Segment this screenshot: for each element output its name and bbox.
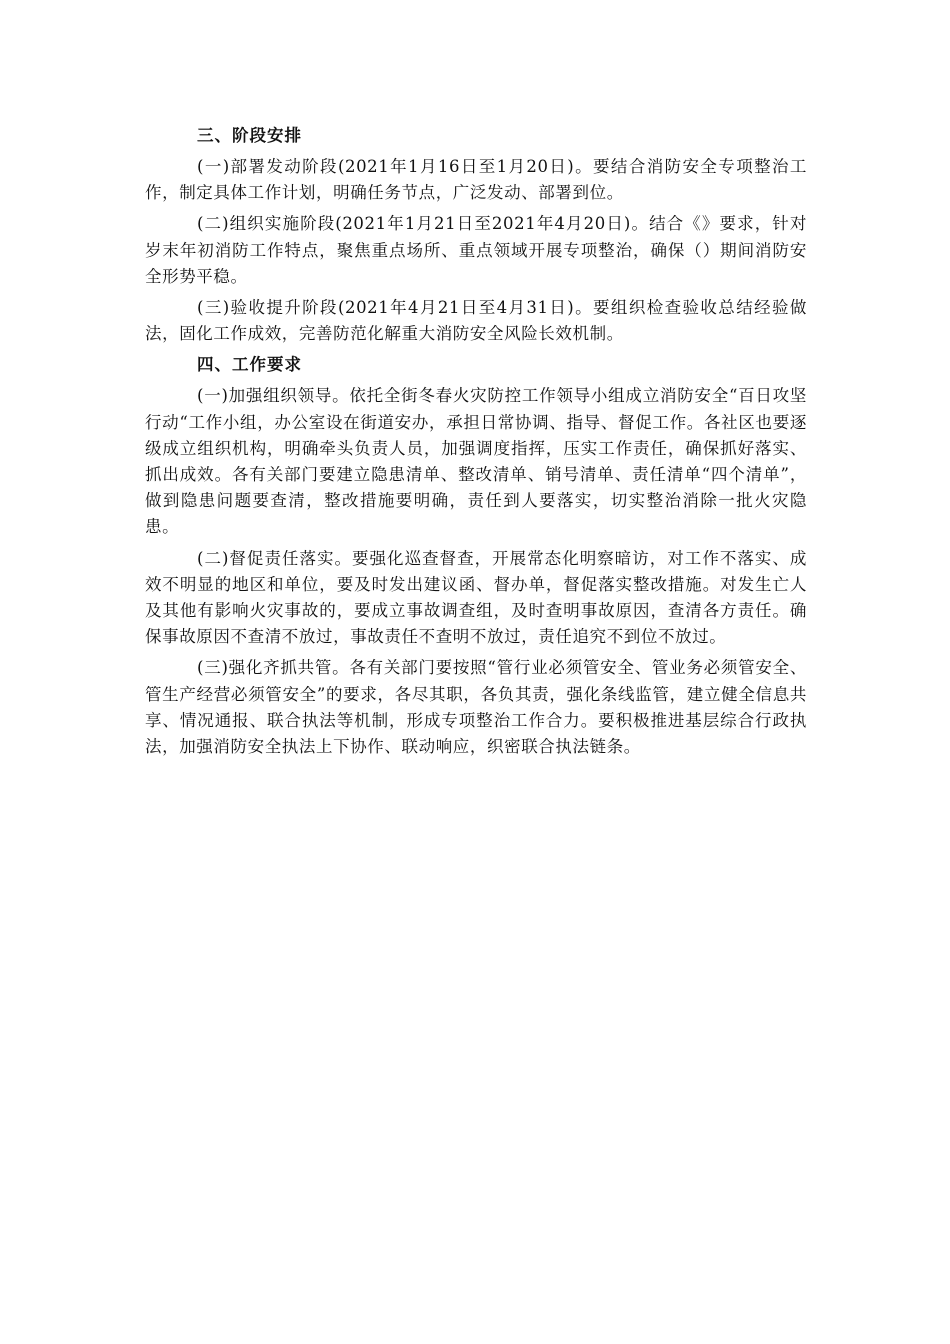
paragraph-implementation-stage: (二)组织实施阶段(2021年1月21日至2021年4月20日)。结合《》要求，针对岁末年初消防工作特点，聚焦重点场所、重点领域开展专项整治，确保（）期间消防安全形势平稳。	[145, 214, 807, 286]
paragraph-mobilization-stage: (一)部署发动阶段(2021年1月16日至1月20日)。要结合消防安全专项整治工作，制定具体工作计划，明确任务节点，广泛发动、部署到位。	[145, 157, 807, 203]
section-heading-work-requirements: 四、工作要求	[197, 355, 302, 375]
paragraph-joint-management: (三)强化齐抓共管。各有关部门要按照“管行业必须管安全、管业务必须管安全、管生产经营必须管安全”的要求，各尽其职，各负其责，强化条线监管，建立健全信息共享、情况通报、联合执法等机制，形成专项整治工作合力。要积极推进基层综合行政执法，加强消防安全执法上下协作、联动响应，织密联合执法链条。	[145, 658, 807, 757]
paragraph-acceptance-stage: (三)验收提升阶段(2021年4月21日至4月31日)。要组织检查验收总结经验做法，固化工作成效，完善防范化解重大消防安全风险长效机制。	[145, 298, 807, 344]
section-heading-stage-arrangement: 三、阶段安排	[197, 126, 302, 145]
document-page	[145, 123, 807, 765]
paragraph-responsibility-implementation: (二)督促责任落实。要强化巡查督查，开展常态化明察暗访，对工作不落实、成效不明显的地区和单位，要及时发出建议函、督办单，督促落实整改措施。对发生亡人及其他有影响火灾事故的，要成立事故调查组，及时查明事故原因，查清各方责任。确保事故原因不查清不放过，事故责任不查明不放过，责任追究不到位不放过。	[145, 548, 807, 647]
paragraph-organization-leadership: (一)加强组织领导。依托全街冬春火灾防控工作领导小组成立消防安全“百日攻坚行动“工作小组，办公室设在街道安办，承担日常协调、指导、督促工作。各社区也要逐级成立组织机构，明确牵头负责人员，加强调度指挥，压实工作责任，确保抓好落实、抓出成效。各有关部门要建立隐患清单、整改清单、销号清单、责任清单“四个清单”，做到隐患问题要查清，整改措施要明确，责任到人要落实，切实整治消除一批火灾隐患。	[145, 386, 807, 537]
